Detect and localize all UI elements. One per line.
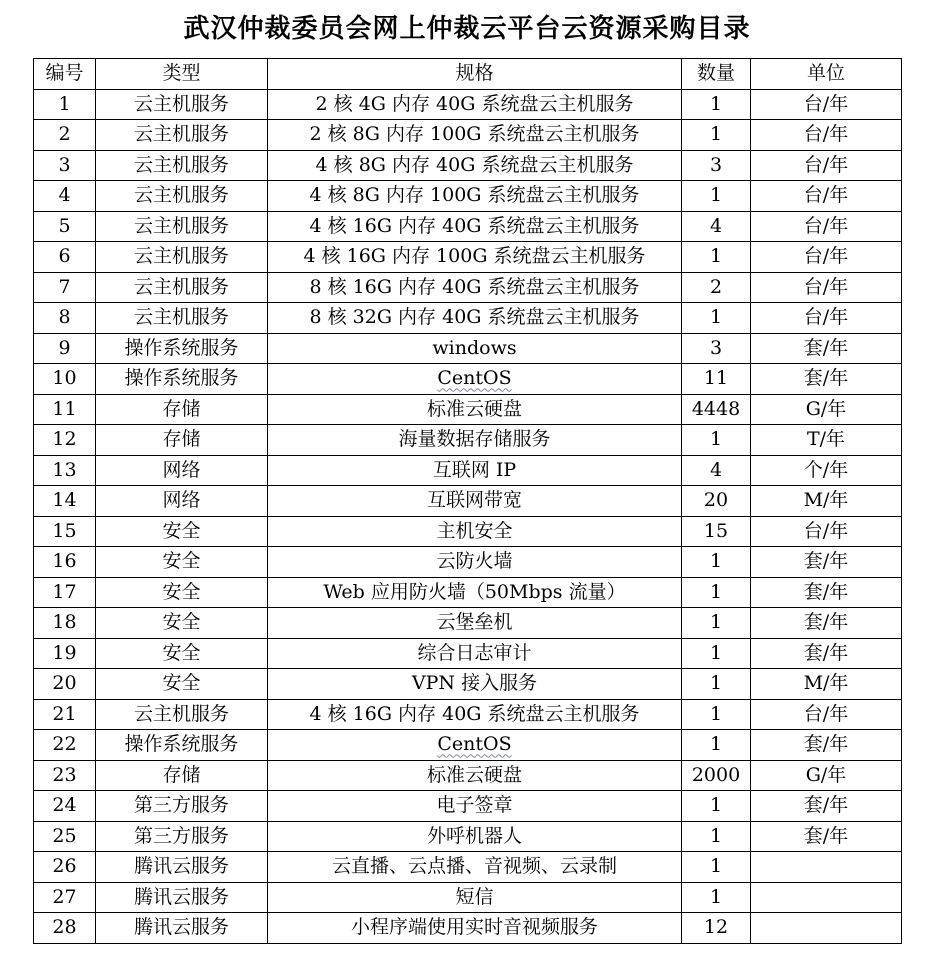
cell-spec: 8 核 32G 内存 40G 系统盘云主机服务 [268, 303, 682, 334]
cell-number: 28 [34, 913, 96, 944]
cell-quantity: 1 [682, 791, 751, 822]
cell-spec: 8 核 16G 内存 40G 系统盘云主机服务 [268, 272, 682, 303]
cell-spec [268, 364, 682, 395]
cell-number: 3 [34, 150, 96, 181]
cell-unit: 台/年 [751, 242, 902, 273]
cell-unit: 套/年 [751, 730, 902, 761]
cell-unit: M/年 [751, 486, 902, 517]
cell-unit: G/年 [751, 760, 902, 791]
table-row [34, 760, 902, 791]
cell-quantity: 3 [682, 333, 751, 364]
cell-quantity: 1 [682, 608, 751, 639]
cell-spec: 4 核 8G 内存 100G 系统盘云主机服务 [268, 181, 682, 212]
cell-type: 安全 [96, 577, 268, 608]
cell-spec: windows [268, 333, 682, 364]
cell-number: 6 [34, 242, 96, 273]
table-row [34, 913, 902, 944]
cell-unit: 台/年 [751, 89, 902, 120]
cell-type: 云主机服务 [96, 272, 268, 303]
header-type: 类型 [96, 59, 268, 90]
cell-unit [751, 913, 902, 944]
cell-number: 22 [34, 730, 96, 761]
cell-spec: 主机安全 [268, 516, 682, 547]
table-row [34, 791, 902, 822]
cell-spec [268, 730, 682, 761]
cell-spec: 外呼机器人 [268, 821, 682, 852]
cell-unit: 套/年 [751, 364, 902, 395]
cell-unit: 台/年 [751, 181, 902, 212]
table-row [34, 303, 902, 334]
table-row [34, 242, 902, 273]
cell-unit: 套/年 [751, 821, 902, 852]
table-row [34, 730, 902, 761]
table-row [34, 394, 902, 425]
cell-unit: 台/年 [751, 699, 902, 730]
table-row [34, 608, 902, 639]
cell-spec: 4 核 16G 内存 40G 系统盘云主机服务 [268, 211, 682, 242]
page-title: 武汉仲裁委员会网上仲裁云平台云资源采购目录 [183, 14, 751, 44]
table-row [34, 333, 902, 364]
cell-spec: 综合日志审计 [268, 638, 682, 669]
cell-number: 5 [34, 211, 96, 242]
cell-number: 12 [34, 425, 96, 456]
cell-spec: 互联网 IP [268, 455, 682, 486]
cell-type: 操作系统服务 [96, 364, 268, 395]
table-row [34, 181, 902, 212]
cell-quantity: 3 [682, 150, 751, 181]
spec-text: CentOS [437, 733, 512, 756]
table-row [34, 455, 902, 486]
cell-type: 第三方服务 [96, 821, 268, 852]
header-unit: 单位 [751, 59, 902, 90]
table-row [34, 486, 902, 517]
cell-quantity: 20 [682, 486, 751, 517]
cell-spec: 电子签章 [268, 791, 682, 822]
cell-number: 24 [34, 791, 96, 822]
cell-spec: 云堡垒机 [268, 608, 682, 639]
cell-unit: 个/年 [751, 455, 902, 486]
cell-unit: 套/年 [751, 638, 902, 669]
cell-spec: 互联网带宽 [268, 486, 682, 517]
cell-number: 7 [34, 272, 96, 303]
cell-number: 13 [34, 455, 96, 486]
cell-unit: 台/年 [751, 303, 902, 334]
table-row [34, 547, 902, 578]
cell-unit: T/年 [751, 425, 902, 456]
cell-unit: M/年 [751, 669, 902, 700]
table-row [34, 638, 902, 669]
cell-spec: 标准云硬盘 [268, 394, 682, 425]
table-row [34, 699, 902, 730]
table-row [34, 669, 902, 700]
header-spec: 规格 [268, 59, 682, 90]
cell-number: 20 [34, 669, 96, 700]
cell-quantity: 1 [682, 181, 751, 212]
cell-number: 23 [34, 760, 96, 791]
table-row [34, 211, 902, 242]
header-quantity: 数量 [682, 59, 751, 90]
table-header-row [34, 59, 902, 90]
spec-text: CentOS [437, 367, 512, 390]
cell-unit: 台/年 [751, 150, 902, 181]
cell-quantity: 1 [682, 120, 751, 151]
cell-quantity: 1 [682, 242, 751, 273]
cell-quantity: 12 [682, 913, 751, 944]
cell-unit: 台/年 [751, 211, 902, 242]
cell-type: 云主机服务 [96, 242, 268, 273]
cell-type: 网络 [96, 486, 268, 517]
cell-number: 1 [34, 89, 96, 120]
cell-spec: 4 核 8G 内存 40G 系统盘云主机服务 [268, 150, 682, 181]
table-row [34, 364, 902, 395]
cell-quantity: 2 [682, 272, 751, 303]
cell-quantity: 1 [682, 547, 751, 578]
cell-unit: 套/年 [751, 791, 902, 822]
cell-spec: 小程序端使用实时音视频服务 [268, 913, 682, 944]
table-row [34, 882, 902, 913]
cell-quantity: 1 [682, 425, 751, 456]
cell-type: 云主机服务 [96, 89, 268, 120]
cell-type: 云主机服务 [96, 120, 268, 151]
cell-type: 操作系统服务 [96, 333, 268, 364]
cell-unit: 台/年 [751, 120, 902, 151]
cell-type: 操作系统服务 [96, 730, 268, 761]
cell-quantity: 11 [682, 364, 751, 395]
cell-type: 云主机服务 [96, 303, 268, 334]
cell-quantity: 4 [682, 211, 751, 242]
cell-spec: 2 核 4G 内存 40G 系统盘云主机服务 [268, 89, 682, 120]
cell-spec: Web 应用防火墙（50Mbps 流量） [268, 577, 682, 608]
cell-quantity: 1 [682, 852, 751, 883]
cell-number: 27 [34, 882, 96, 913]
cell-type: 云主机服务 [96, 181, 268, 212]
cell-quantity: 1 [682, 577, 751, 608]
table-row [34, 120, 902, 151]
cell-quantity: 1 [682, 882, 751, 913]
cell-unit: 台/年 [751, 516, 902, 547]
cell-unit: G/年 [751, 394, 902, 425]
cell-type: 云主机服务 [96, 150, 268, 181]
cell-type: 安全 [96, 669, 268, 700]
cell-spec: 云防火墙 [268, 547, 682, 578]
cell-quantity: 15 [682, 516, 751, 547]
cell-number: 18 [34, 608, 96, 639]
cell-type: 腾讯云服务 [96, 882, 268, 913]
cell-spec: 4 核 16G 内存 40G 系统盘云主机服务 [268, 699, 682, 730]
table-row [34, 89, 902, 120]
cell-unit: 套/年 [751, 333, 902, 364]
cell-number: 11 [34, 394, 96, 425]
cell-spec: 海量数据存储服务 [268, 425, 682, 456]
cell-spec: 4 核 16G 内存 100G 系统盘云主机服务 [268, 242, 682, 273]
cell-quantity: 1 [682, 638, 751, 669]
cell-unit: 套/年 [751, 547, 902, 578]
cell-number: 10 [34, 364, 96, 395]
cell-unit [751, 852, 902, 883]
cell-spec: 云直播、云点播、音视频、云录制 [268, 852, 682, 883]
table-row [34, 272, 902, 303]
cell-unit: 台/年 [751, 272, 902, 303]
cell-type: 存储 [96, 425, 268, 456]
cell-number: 26 [34, 852, 96, 883]
cell-type: 存储 [96, 760, 268, 791]
table-row [34, 577, 902, 608]
cell-quantity: 1 [682, 730, 751, 761]
table-row [34, 150, 902, 181]
cell-type: 安全 [96, 516, 268, 547]
cell-quantity: 1 [682, 669, 751, 700]
cell-number: 2 [34, 120, 96, 151]
cell-spec: 2 核 8G 内存 100G 系统盘云主机服务 [268, 120, 682, 151]
table-row [34, 425, 902, 456]
cell-type: 存储 [96, 394, 268, 425]
cell-type: 安全 [96, 638, 268, 669]
cell-number: 21 [34, 699, 96, 730]
cell-number: 15 [34, 516, 96, 547]
cell-type: 腾讯云服务 [96, 852, 268, 883]
table-row [34, 516, 902, 547]
cell-type: 安全 [96, 608, 268, 639]
cell-spec: 标准云硬盘 [268, 760, 682, 791]
cell-type: 安全 [96, 547, 268, 578]
table-row [34, 852, 902, 883]
table-row [34, 821, 902, 852]
cell-quantity: 1 [682, 699, 751, 730]
procurement-table [33, 58, 902, 944]
cell-spec: VPN 接入服务 [268, 669, 682, 700]
cell-quantity: 2000 [682, 760, 751, 791]
cell-quantity: 1 [682, 821, 751, 852]
cell-spec: 短信 [268, 882, 682, 913]
cell-unit [751, 882, 902, 913]
cell-quantity: 4448 [682, 394, 751, 425]
cell-number: 14 [34, 486, 96, 517]
cell-quantity: 1 [682, 89, 751, 120]
cell-number: 16 [34, 547, 96, 578]
cell-number: 19 [34, 638, 96, 669]
cell-unit: 套/年 [751, 577, 902, 608]
table-body [34, 89, 902, 943]
cell-unit: 套/年 [751, 608, 902, 639]
cell-number: 4 [34, 181, 96, 212]
cell-type: 腾讯云服务 [96, 913, 268, 944]
header-number: 编号 [34, 59, 96, 90]
cell-type: 网络 [96, 455, 268, 486]
cell-type: 第三方服务 [96, 791, 268, 822]
cell-number: 17 [34, 577, 96, 608]
cell-type: 云主机服务 [96, 699, 268, 730]
cell-number: 9 [34, 333, 96, 364]
cell-type: 云主机服务 [96, 211, 268, 242]
cell-quantity: 4 [682, 455, 751, 486]
cell-number: 25 [34, 821, 96, 852]
cell-number: 8 [34, 303, 96, 334]
cell-quantity: 1 [682, 303, 751, 334]
